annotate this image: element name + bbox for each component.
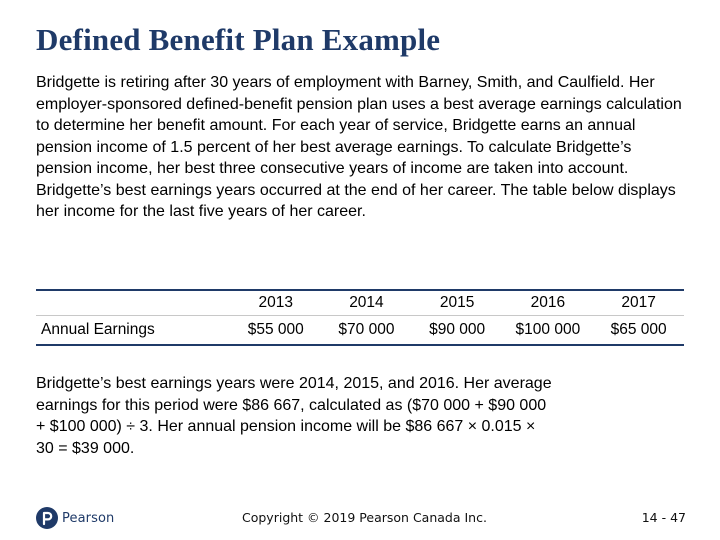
logo-text: Pearson — [62, 510, 115, 526]
intro-paragraph: Bridgette is retiring after 30 years of employment with Barney, Smith, and Caulfield. Her employer-sponsored defined-benefit pension plan uses a best average earnings calculation to determine her benefit amount. For each year of service, Bridgette earns an annual pension income of 1.5 percent of her best average earnings. To calculate Bridgette’s pension income, her best three consecutive years of income are taken into account. Bridgette’s best earnings years occurred at the end of her career. The table below displays her income for the last five years of her career. — [36, 74, 682, 220]
earnings-value: $100 000 — [515, 321, 581, 338]
copyright-notice: Copyright © 2019 Pearson Canada Inc. — [242, 510, 487, 525]
year-header: 2016 — [530, 294, 566, 311]
year-header: 2013 — [258, 294, 293, 311]
row-label: Annual Earnings — [41, 321, 155, 338]
year-header: 2017 — [621, 294, 656, 311]
earnings-table — [36, 289, 684, 346]
table-row — [36, 316, 684, 346]
table-header-row — [36, 290, 684, 316]
table-corner-cell — [36, 290, 230, 316]
earnings-value: $70 000 — [338, 321, 395, 338]
pearson-logo-icon — [36, 507, 58, 529]
earnings-value: $65 000 — [610, 321, 667, 338]
earnings-value: $90 000 — [429, 321, 486, 338]
summary-paragraph: Bridgette’s best earnings years were 2014, 2015, and 2016. Her average earnings for this period were $86 667, calculated as ($70 000 + $90 000 + $100 000) ÷ 3. Her annual pension income will be $86 667 × 0.015 × 30 = $39 000. — [36, 375, 552, 457]
earnings-value: $55 000 — [247, 321, 304, 338]
pearson-logo — [36, 506, 114, 530]
slide-number: 14 - 47 — [641, 510, 686, 525]
year-header: 2015 — [439, 294, 475, 311]
year-header: 2014 — [349, 294, 384, 311]
slide-title: Defined Benefit Plan Example — [36, 22, 441, 57]
